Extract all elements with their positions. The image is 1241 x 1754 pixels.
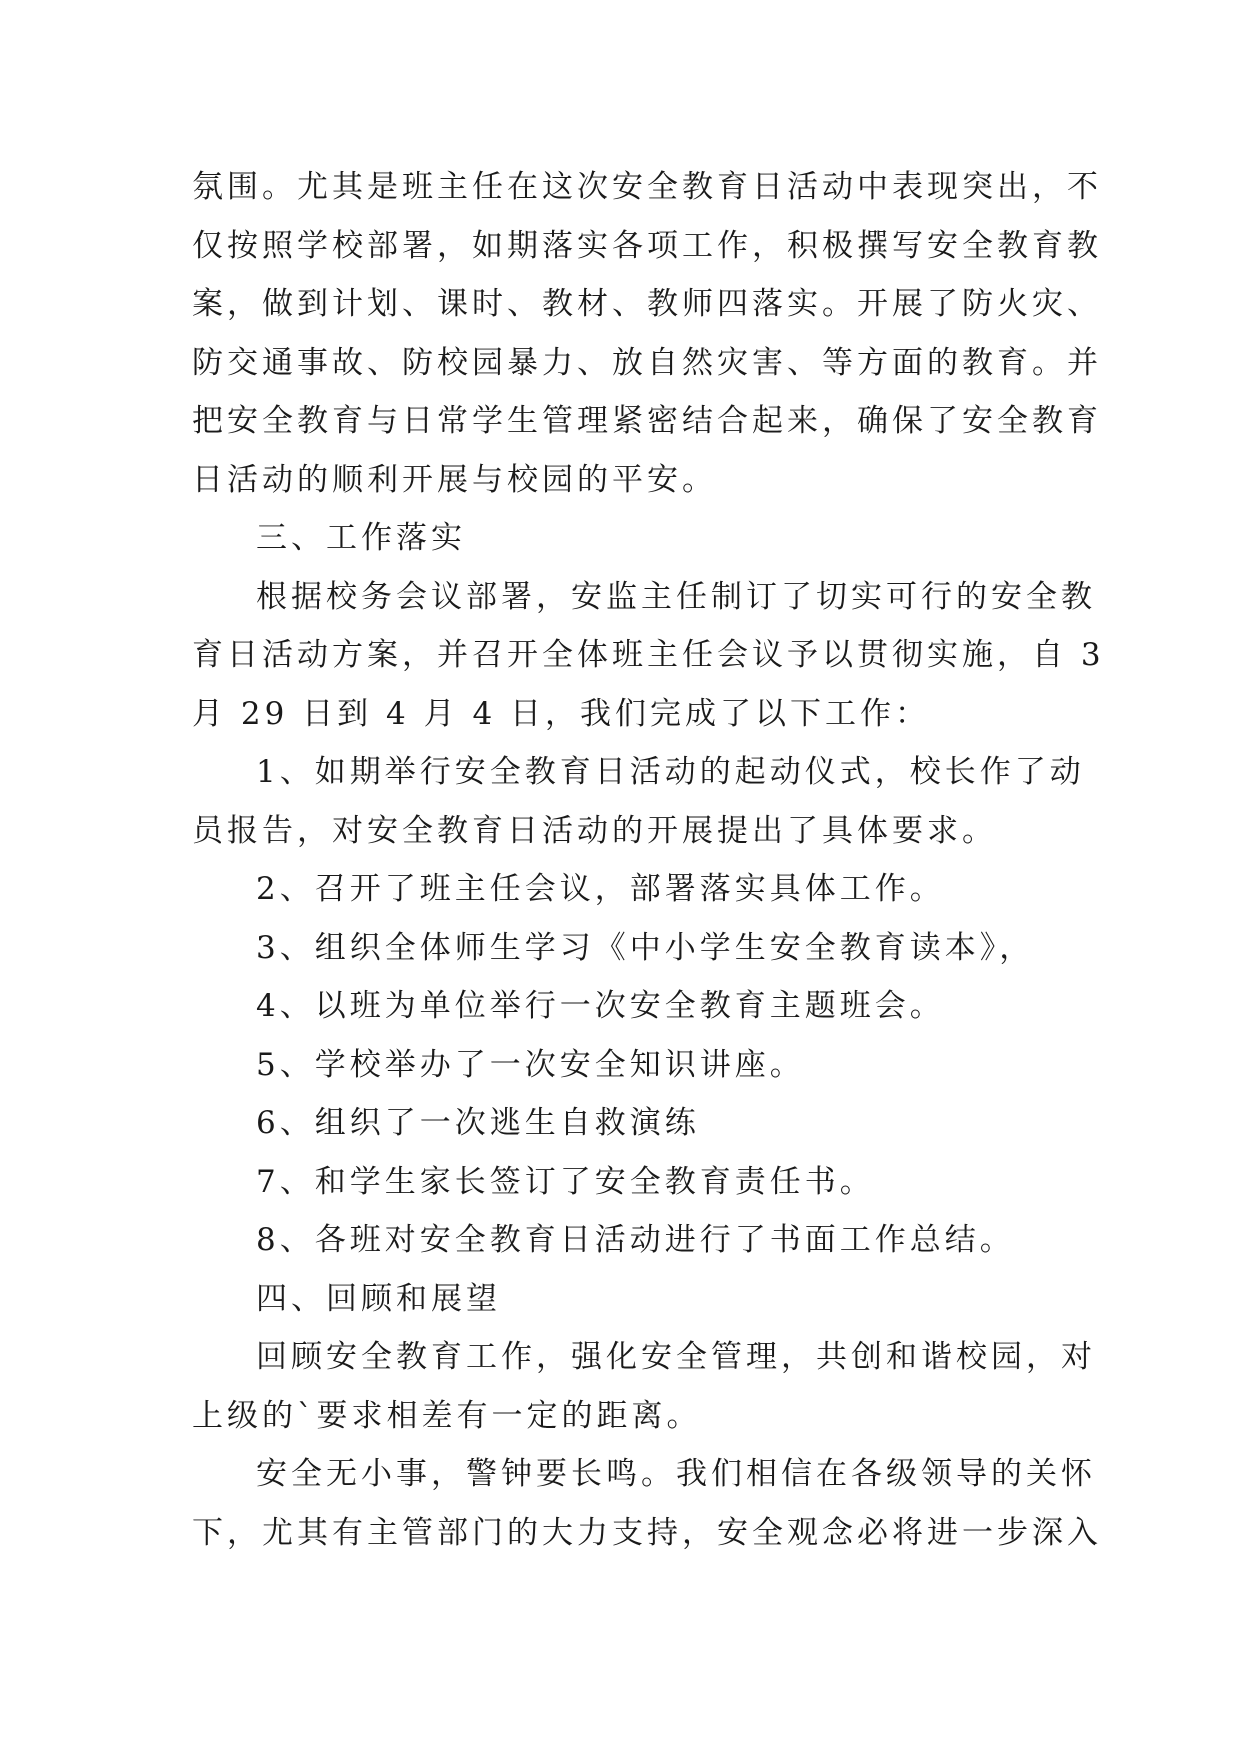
text-line: 根据校务会议部署，安监主任制订了切实可行的安全教 [256, 578, 1096, 615]
text-line: 育日活动方案，并召开全体班主任会议予以贯彻实施，自 3 [192, 637, 1105, 673]
text-line: 下，尤其有主管部门的大力支持，安全观念必将进一步深入 [192, 1514, 1102, 1551]
list-item: 2、召开了班主任会议，部署落实具体工作。 [256, 871, 945, 907]
text-line: 氛围。尤其是班主任在这次安全教育日活动中表现突出，不 [192, 169, 1102, 205]
list-item: 7、和学生家长签订了安全教育责任书。 [256, 1163, 875, 1200]
text-line: 月 29 日到 4 月 4 日，我们完成了以下工作： [192, 695, 931, 732]
list-item: 8、各班对安全教育日活动进行了书面工作总结。 [256, 1222, 1015, 1258]
text-line: 日活动的顺利开展与校园的平安。 [192, 461, 717, 498]
text-line: 案，做到计划、课时、教材、教师四落实。开展了防火灾、 [192, 286, 1102, 322]
text-line: 把安全教育与日常学生管理紧密结合起来，确保了安全教育 [192, 403, 1102, 439]
list-item: 5、学校举办了一次安全知识讲座。 [256, 1046, 805, 1083]
document-body [192, 158, 1105, 1562]
list-item: 1、如期举行安全教育日活动的起动仪式，校长作了动 [256, 754, 1085, 790]
text-line: 员报告，对安全教育日活动的开展提出了具体要求。 [192, 812, 997, 849]
text-line: 安全无小事，警钟要长鸣。我们相信在各级领导的关怀 [256, 1456, 1096, 1492]
section-heading: 四、回顾和展望 [256, 1280, 501, 1317]
text-line: 回顾安全教育工作，强化安全管理，共创和谐校园，对 [256, 1339, 1096, 1375]
text-line: 仅按照学校部署，如期落实各项工作，积极撰写安全教育教 [192, 227, 1102, 264]
text-line: 防交通事故、防校园暴力、放自然灾害、等方面的教育。并 [192, 344, 1102, 381]
list-item: 4、以班为单位举行一次安全教育主题班会。 [256, 988, 945, 1024]
text-line: 上级的`要求相差有一定的距离。 [192, 1397, 702, 1434]
list-item: 6、组织了一次逃生自救演练 [256, 1105, 700, 1141]
section-heading: 三、工作落实 [256, 520, 466, 556]
list-item: 3、组织全体师生学习《中小学生安全教育读本》， [256, 929, 1035, 966]
